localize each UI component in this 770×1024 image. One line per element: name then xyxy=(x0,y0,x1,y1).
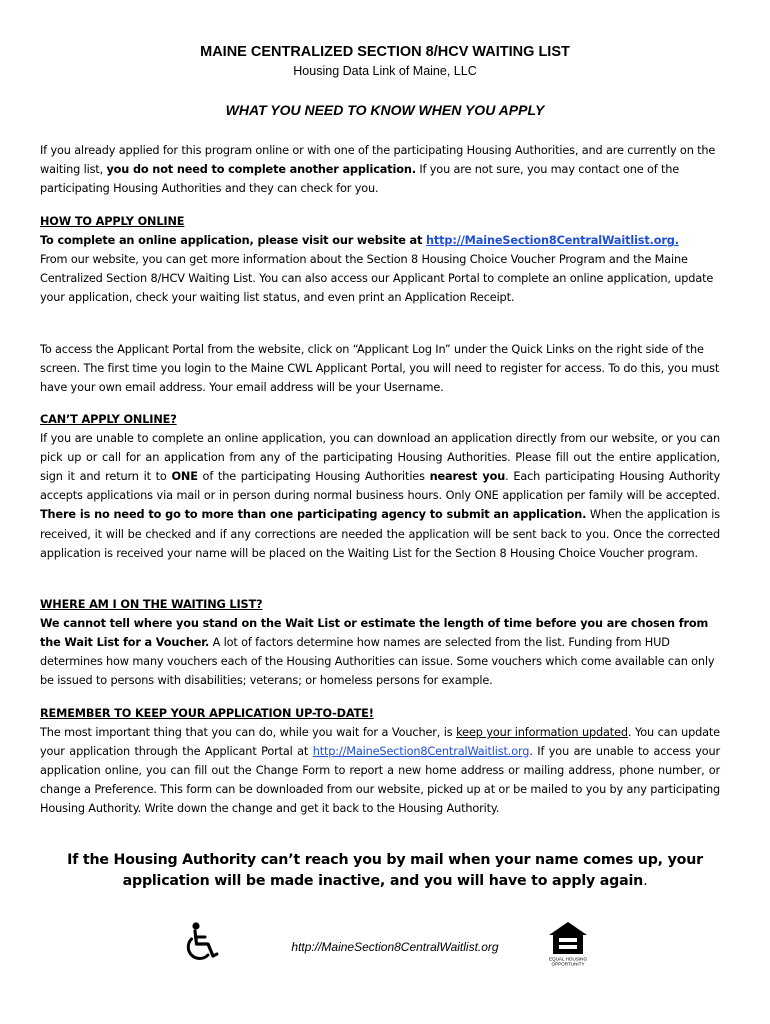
where-am-i-heading: WHERE AM I ON THE WAITING LIST? xyxy=(40,598,263,611)
remember-text-2: . You can update your application through the Applicant Portal at xyxy=(40,726,720,759)
how-to-apply-text: From our website, you can get more information about the Section 8 Housing Choice Voucher Program and the Maine Centralized Section 8/HCV Waiting List. You can also access our Applicant Portal to complete an online application, update your application, check your waiting list status, and even print an Application Receipt. xyxy=(40,253,714,305)
equal-housing-opportunity-icon xyxy=(547,920,589,968)
intro-paragraph xyxy=(40,141,720,198)
eho-label-line-1: EQUAL HOUSING xyxy=(548,956,588,962)
final-notice-period: . xyxy=(643,873,648,889)
intro-text-a: If you already applied for this program online or with one of the participating Housing Authorities, and are currently on the waiting list, xyxy=(40,144,716,177)
keep-info-updated: keep your information updated xyxy=(456,726,628,740)
cant-apply-text-1: If you are unable to complete an online application, you can download an application directly from our website, or you can pick up or call for an application from any of the participating Housing Authorities. Please fill out the entire application, sign it and return it to xyxy=(40,432,720,484)
website-link[interactable]: http://MaineSection8CentralWaitlist.org xyxy=(312,745,530,759)
cant-apply-text-2: of the participating Housing Authorities xyxy=(197,470,430,484)
what-you-need-heading: WHAT YOU NEED TO KNOW WHEN YOU APPLY xyxy=(225,102,545,118)
document-subtitle: Housing Data Link of Maine, LLC xyxy=(293,64,477,78)
intro-text-b: If you are not sure, you may contact one of the participating Housing Authorities and they can check for you. xyxy=(40,163,680,196)
intro-bold: you do not need to complete another application. xyxy=(106,163,416,177)
eho-label-line-2: OPPORTUNITY xyxy=(551,961,585,967)
how-to-apply-heading: HOW TO APPLY ONLINE xyxy=(40,215,185,228)
final-notice xyxy=(30,850,740,892)
cant-apply-text-4: When the application is received, it will be checked and if any corrections are needed the application will be sent back to you. Once the corrected application is received your name will be placed on the Waiting List for the Section 8 Housing Choice Voucher program. xyxy=(40,508,720,560)
where-am-i-text: A lot of factors determine how names are selected from the list. Funding from HUD determines how many vouchers each of the Housing Authorities can issue. Some vouchers which come available can only be issued to persons with disabilities; veterans; or homeless persons for example. xyxy=(40,636,715,688)
where-am-i-bold: We cannot tell where you stand on the Wait List or estimate the length of time before you are chosen from the Wait List for a Voucher. xyxy=(40,617,709,650)
nearest-bold: nearest you xyxy=(429,470,506,484)
cant-apply-section xyxy=(40,410,720,563)
remember-text-3: . If you are unable to access your application online, you can fill out the Change Form to report a new home address or mailing address, phone number, or change a Preference. This form can be downloaded from our website, picked up at or be mailed to you by any participating Housing Authority. Write down the change and get it back to the Housing Authority. xyxy=(40,745,720,816)
how-to-apply-section xyxy=(40,212,720,307)
document-title: MAINE CENTRALIZED SECTION 8/HCV WAITING LIST xyxy=(200,44,570,60)
one-bold: ONE xyxy=(171,470,198,484)
footer-url[interactable]: http://MaineSection8CentralWaitlist.org xyxy=(291,940,499,954)
where-am-i-section xyxy=(40,595,720,690)
no-need-bold: There is no need to go to more than one participating agency to submit an application. xyxy=(40,508,587,522)
how-to-apply-lead: To complete an online application, please visit our website at xyxy=(40,234,427,248)
website-link-bold[interactable]: http://MaineSection8CentralWaitlist.org. xyxy=(426,234,679,248)
final-notice-bold: If the Housing Authority can’t reach you by mail when your name comes up, your application will be made inactive, and you will have to apply again xyxy=(67,852,703,889)
remember-heading: REMEMBER TO KEEP YOUR APPLICATION UP-TO-DATE! xyxy=(40,707,374,720)
remember-text-1: The most important thing that you can do, while you wait for a Voucher, is xyxy=(40,726,457,740)
applicant-portal-paragraph: To access the Applicant Portal from the website, click on “Applicant Log In” under the Quick Links on the right side of the screen. The first time you login to the Maine CWL Applicant Portal, you will need to register for access. To do this, you must have your own email address. Your email address will be your Username. xyxy=(40,343,720,395)
remember-section xyxy=(40,704,720,819)
cant-apply-heading: CAN’T APPLY ONLINE? xyxy=(40,413,177,426)
wheelchair-accessibility-icon xyxy=(183,922,219,964)
cant-apply-text-3: . Each participating Housing Authority accepts applications via mail or in person during normal business hours. Only ONE application per family will be accepted. xyxy=(40,470,720,503)
